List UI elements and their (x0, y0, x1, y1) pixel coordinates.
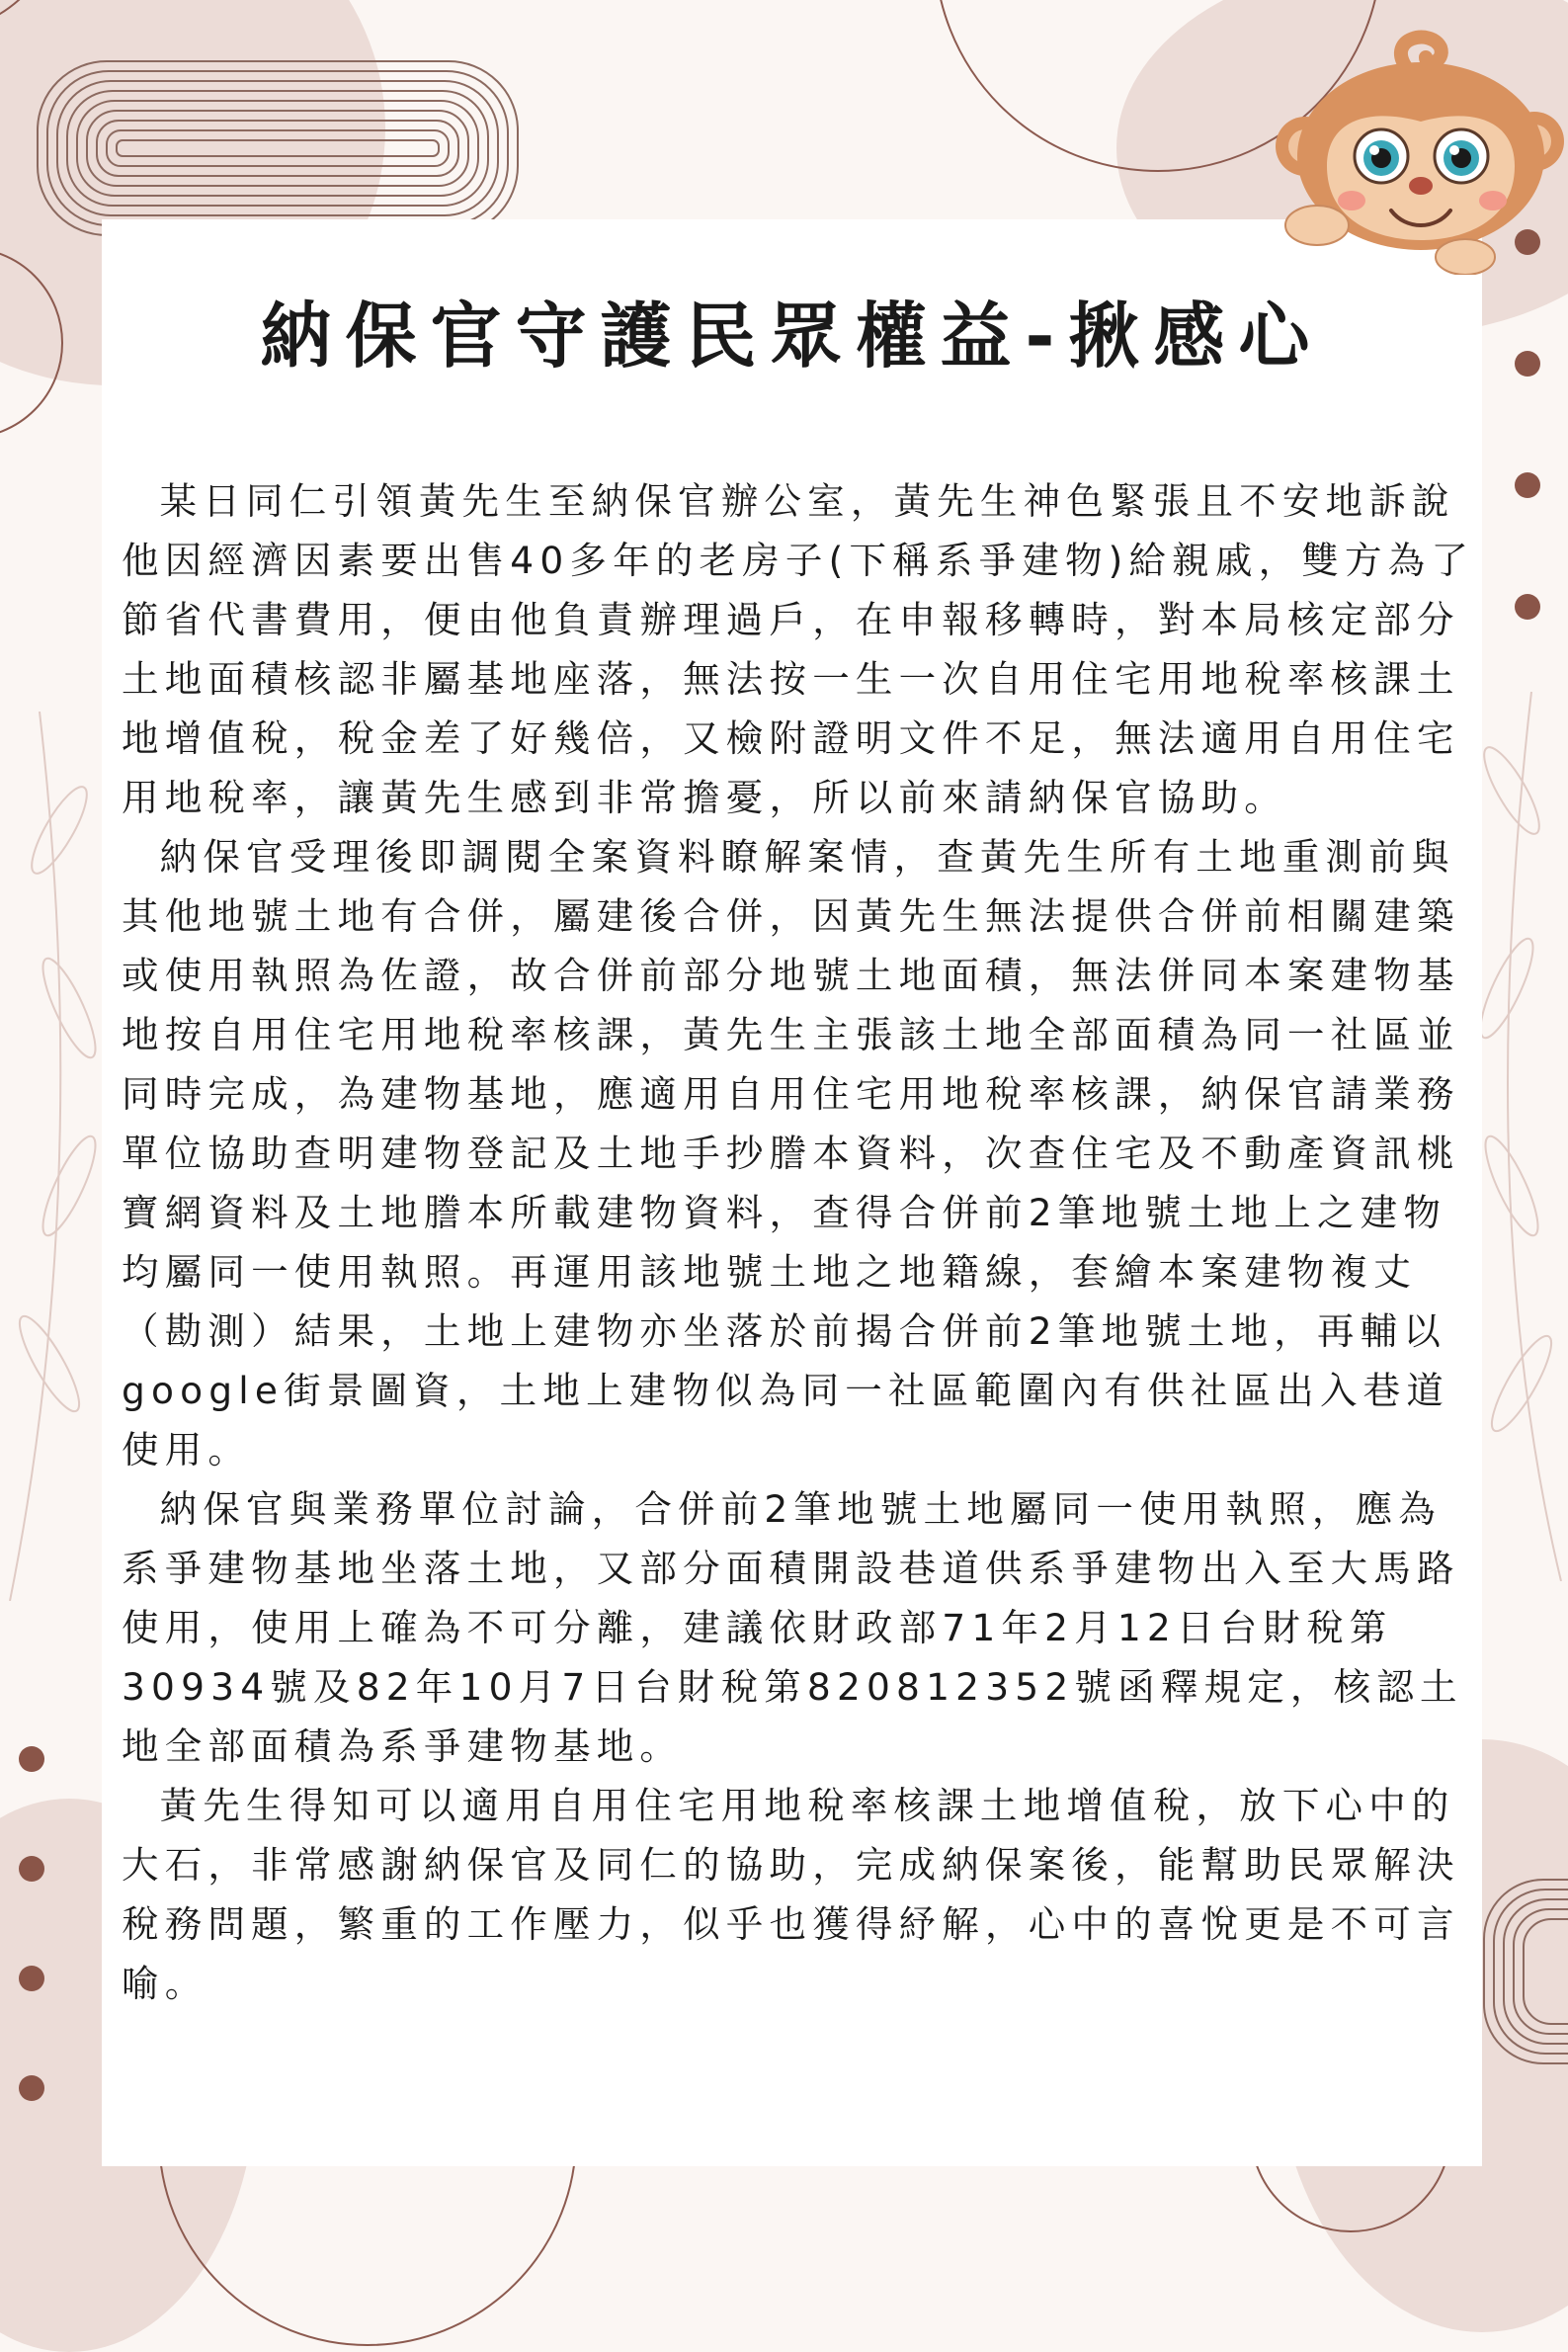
paragraph: 黃先生得知可以適用自用住宅用地稅率核課土地增值稅，放下心中的大石，非常感謝納保官及同仁的協助，完成納保案後，能幫助民眾解決稅務問題，繁重的工作壓力，似乎也獲得紓解，心中的喜悅更是不可言喻。 (122, 1784, 1460, 2005)
leaf-branch-icon (0, 712, 102, 1601)
monkey-mascot-icon (1268, 28, 1568, 275)
decorative-dot (1515, 351, 1540, 377)
paragraph: 某日同仁引領黃先生至納保官辦公室，黃先生神色緊張且不安地訴說他因經濟因素要出售40多年的老房子(下稱系爭建物)給親戚，雙方為了節省代書費用，便由他負責辦理過戶，在申報移轉時，對本局核定部分土地面積核認非屬基地座落，無法按一生一次自用住宅用地稅率核課土地增值稅，稅金差了好幾倍，又檢附證明文件不足，無法適用自用住宅用地稅率，讓黃先生感到非常擔憂，所以前來請納保官協助。 (122, 479, 1475, 819)
paragraph: 納保官受理後即調閱全案資料瞭解案情，查黃先生所有土地重測前與其他地號土地有合併，屬建後合併，因黃先生無法提供合併前相關建築或使用執照為佐證，故合併前部分地號土地面積，無法併同本案建物基地按自用住宅用地稅率核課，黃先生主張該土地全部面積為同一社區並同時完成，為建物基地，應適用自用住宅用地稅率核課，納保官請業務單位協助查明建物登記及土地手抄謄本資料，次查住宅及不動產資訊桃寶網資料及土地謄本所載建物資料，查得合併前2筆地號土地上之建物均屬同一使用執照。再運用該地號土地之地籍線，套繪本案建物複丈（勘測）結果，土地上建物亦坐落於前揭合併前2筆地號土地，再輔以google街景圖資，土地上建物似為同一社區範圍內有供社區出入巷道使用。 (122, 835, 1460, 1471)
document-title: 納保官守護民眾權益-揪感心 (260, 294, 1324, 378)
decorative-dot (19, 2075, 44, 2101)
leaf-branch-icon (1482, 692, 1568, 1581)
decorative-dot (19, 1856, 44, 1882)
concentric-rectangles-pattern (1482, 1878, 1568, 2065)
document-card (102, 219, 1482, 2166)
decorative-dot (19, 1746, 44, 1772)
paragraph: 納保官與業務單位討論，合併前2筆地號土地屬同一使用執照，應為系爭建物基地坐落土地，又部分面積開設巷道供系爭建物出入至大馬路使用，使用上確為不可分離，建議依財政部71年2月12日台財稅第30934號及82年10月7日台財稅第820812352號函釋規定，核認土地全部面積為系爭建物基地。 (122, 1487, 1463, 1768)
decorative-dot (19, 1966, 44, 1991)
document-body (122, 471, 1477, 2013)
decorative-dot (1515, 472, 1540, 498)
decorative-dot (1515, 594, 1540, 620)
concentric-rectangles-pattern (36, 59, 520, 237)
